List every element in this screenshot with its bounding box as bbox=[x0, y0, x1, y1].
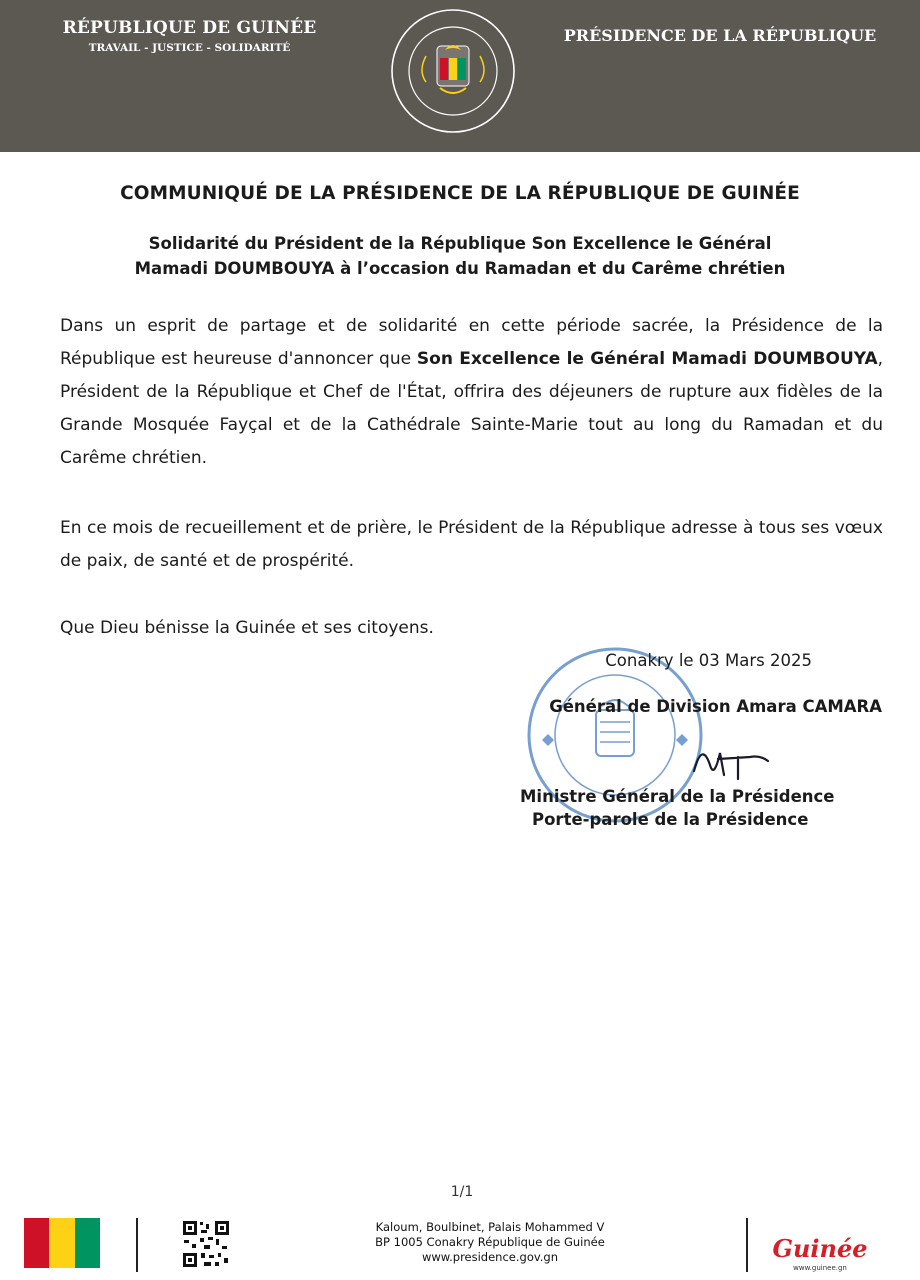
presidential-emblem-icon bbox=[388, 6, 518, 136]
header-office: PRÉSIDENCE DE LA RÉPUBLIQUE bbox=[563, 26, 877, 45]
guinee-brand-logo bbox=[770, 1224, 870, 1272]
header-motto: TRAVAIL - JUSTICE - SOLIDARITÉ bbox=[88, 42, 291, 54]
brand-url: www.guinee.gn bbox=[793, 1264, 847, 1272]
paragraph-1 bbox=[60, 310, 883, 475]
subtitle-line-2: Mamadi DOUMBOUYA à l’occasion du Ramadan et du Carême chrétien bbox=[134, 259, 786, 278]
footer-divider bbox=[746, 1218, 748, 1272]
footer-address bbox=[340, 1220, 640, 1265]
paragraph-1-start: Dans un esprit de partage et de solidarité en cette période sacrée, la Présidence de la République est heureuse d'annoncer que bbox=[60, 316, 883, 369]
header-left bbox=[62, 18, 317, 54]
paragraph-2: En ce mois de recueillement et de prière, le Président de la République adresse à tous ses vœux de paix, de santé et de prospérité. bbox=[60, 518, 883, 571]
paragraph-1-bold: Son Excellence le Général Mamadi DOUMBOUYA bbox=[416, 349, 878, 369]
subtitle-line-1: Solidarité du Président de la République Son Excellence le Général bbox=[148, 234, 772, 253]
guinea-flag-icon bbox=[24, 1218, 100, 1268]
signatory-title-1: Ministre Général de la Présidence bbox=[520, 787, 835, 806]
address-line-2: BP 1005 Conakry République de Guinée bbox=[375, 1235, 605, 1249]
signature-place-date: Conakry le 03 Mars 2025 bbox=[605, 651, 812, 670]
document-subtitle bbox=[60, 231, 860, 281]
document-header bbox=[0, 0, 920, 152]
header-country: RÉPUBLIQUE DE GUINÉE bbox=[62, 18, 317, 38]
paragraph-1-end: , Président de la République et Chef de l'État, offrira des déjeuners de rupture aux fidèles de la Grande Mosquée Fayçal et de la Cathédrale Sainte-Marie tout au long du Ramadan et du Carême chrétien. bbox=[60, 349, 884, 468]
handwritten-signature-icon bbox=[688, 735, 778, 785]
signatory-name: Général de Division Amara CAMARA bbox=[549, 697, 882, 716]
document-title: COMMUNIQUÉ DE LA PRÉSIDENCE DE LA RÉPUBLIQUE DE GUINÉE bbox=[120, 183, 800, 204]
page-number: 1/1 bbox=[450, 1184, 474, 1200]
paragraph-3: Que Dieu bénisse la Guinée et ses citoyens. bbox=[60, 618, 434, 638]
address-line-3: www.presidence.gov.gn bbox=[421, 1250, 559, 1264]
qr-code-icon bbox=[182, 1220, 230, 1268]
address-line-1: Kaloum, Boulbinet, Palais Mohammed V bbox=[375, 1220, 605, 1234]
brand-wordmark: Guinée bbox=[772, 1234, 868, 1263]
footer-divider bbox=[136, 1218, 138, 1272]
signatory-title-2: Porte-parole de la Présidence bbox=[532, 810, 809, 829]
